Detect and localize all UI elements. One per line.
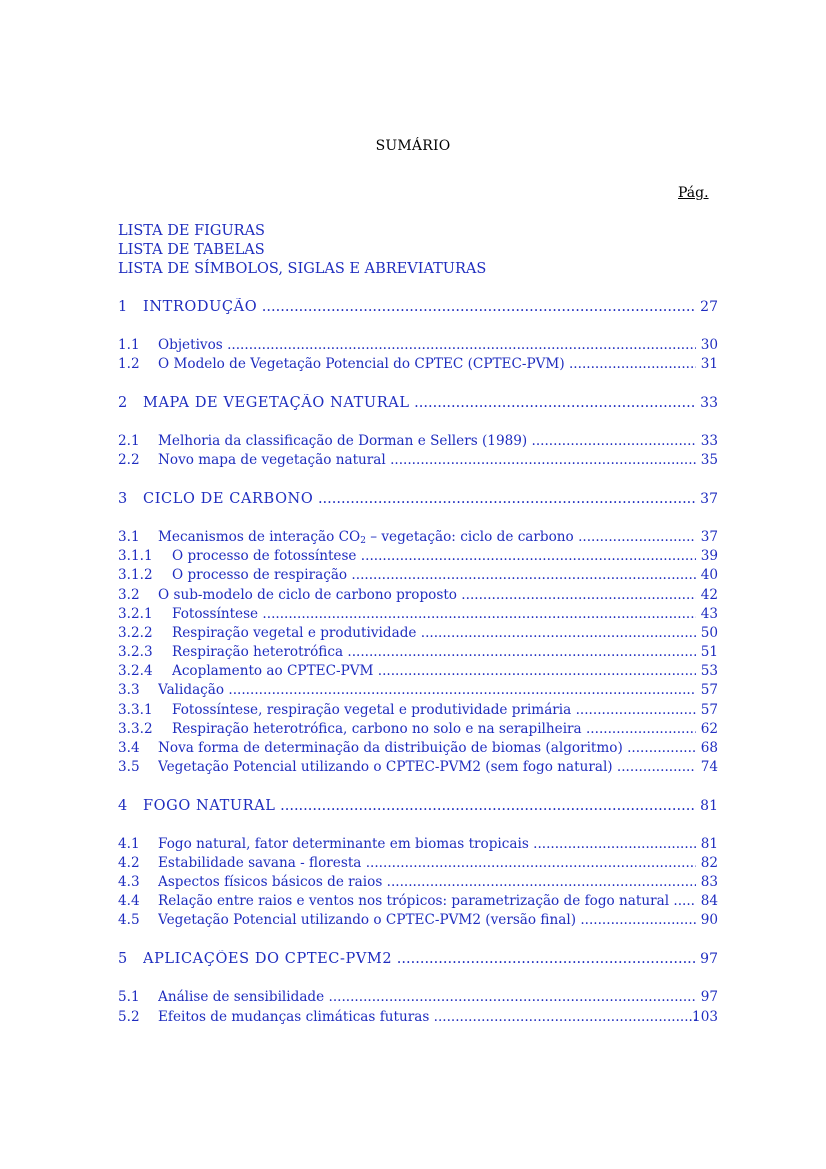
- entry-number: 3.4: [118, 740, 140, 756]
- entry-page: 39: [700, 548, 718, 564]
- entry-page: 42: [700, 587, 718, 603]
- co2-subscript: 2: [360, 536, 366, 546]
- entry-number: 2: [118, 395, 128, 411]
- entry-title: MAPA DE VEGETAÇÃO NATURAL .....: [143, 394, 696, 413]
- toc-entry-4-4[interactable]: [118, 892, 718, 911]
- entry-number: 1: [118, 299, 128, 315]
- toc-entry-5-2[interactable]: [118, 1008, 718, 1027]
- entry-page: 82: [700, 855, 718, 871]
- entry-number: 3.2.4: [118, 663, 153, 679]
- toc-entry-3-2[interactable]: [118, 586, 718, 605]
- entry-title: Fogo natural, fator determinante em biomas tropicais .....: [158, 835, 696, 854]
- entry-page: 57: [700, 702, 718, 718]
- entry-title: Estabilidade savana - floresta .....: [158, 854, 696, 873]
- entry-page: 81: [700, 798, 718, 814]
- entry-page: 37: [700, 491, 718, 507]
- entry-number: 3.1: [118, 529, 140, 545]
- entry-number: 3.2: [118, 587, 140, 603]
- entry-title-part: – vegetação: ciclo de carbono: [365, 529, 574, 545]
- entry-number: 4.2: [118, 855, 140, 871]
- entry-title: Objetivos .....: [158, 336, 696, 355]
- entry-title: CICLO DE CARBONO .....: [143, 490, 696, 509]
- entry-title: FOGO NATURAL .....: [143, 797, 696, 816]
- entry-number: 3.2.3: [118, 644, 153, 660]
- entry-page: 27: [700, 299, 718, 315]
- entry-number: 4.3: [118, 874, 140, 890]
- toc-entry-1-2[interactable]: [118, 355, 718, 374]
- entry-number: 3.1.1: [118, 548, 153, 564]
- entry-number: 1.2: [118, 356, 140, 372]
- entry-title: Vegetação Potencial utilizando o CPTEC-PVM2 (sem fogo natural) .....: [158, 758, 696, 777]
- entry-title: Relação entre raios e ventos nos trópicos: parametrização de fogo natural .....: [158, 892, 696, 911]
- page-column-label: Pág.: [678, 185, 709, 201]
- entry-page: 50: [700, 625, 718, 641]
- toc-entry-3-2-3[interactable]: [118, 643, 718, 662]
- toc-entry-5-1[interactable]: [118, 988, 718, 1007]
- entry-number: 5: [118, 951, 128, 967]
- entry-title: [158, 528, 696, 547]
- entry-page: 62: [700, 721, 718, 737]
- toc-entry-2-1[interactable]: [118, 432, 718, 451]
- toc-entry-3-2-2[interactable]: [118, 624, 718, 643]
- entry-number: 4.1: [118, 836, 140, 852]
- entry-number: 2.2: [118, 452, 140, 468]
- entry-title: Análise de sensibilidade .....: [158, 988, 696, 1007]
- entry-page: 53: [700, 663, 718, 679]
- entry-title: O sub-modelo de ciclo de carbono proposto .....: [158, 586, 696, 605]
- entry-title: Respiração vegetal e produtividade .....: [172, 624, 696, 643]
- entry-page: 35: [700, 452, 718, 468]
- toc-entry-3-3-2[interactable]: [118, 720, 718, 739]
- toc-entry-3-1-2[interactable]: [118, 566, 718, 585]
- toc-entry-5[interactable]: [118, 950, 718, 969]
- toc-entry-3-3[interactable]: [118, 681, 718, 700]
- entry-number: 3.3.1: [118, 702, 153, 718]
- toc-entry-3-1[interactable]: [118, 528, 718, 547]
- entry-number: 4.5: [118, 912, 140, 928]
- entry-number: 3: [118, 491, 128, 507]
- entry-page: 90: [700, 912, 718, 928]
- entry-title: INTRODUÇÃO .....: [143, 298, 696, 317]
- entry-title: Nova forma de determinação da distribuição de biomas (algoritmo) .....: [158, 739, 696, 758]
- entry-page: 68: [700, 740, 718, 756]
- entry-title: Vegetação Potencial utilizando o CPTEC-PVM2 (versão final) .....: [158, 911, 696, 930]
- entry-title: Respiração heterotrófica, carbono no solo e na serapilheira .....: [172, 720, 696, 739]
- entry-title: Fotossíntese, respiração vegetal e produtividade primária .....: [172, 701, 696, 720]
- toc-entry-1[interactable]: [118, 298, 718, 317]
- entry-number: 4.4: [118, 893, 140, 909]
- entry-page: 51: [700, 644, 718, 660]
- entry-page: 30: [700, 337, 718, 353]
- toc-entry-3-2-4[interactable]: [118, 662, 718, 681]
- entry-number: 5.1: [118, 989, 140, 1005]
- entry-number: 3.2.2: [118, 625, 153, 641]
- entry-page: 97: [700, 989, 718, 1005]
- page-title: SUMÁRIO: [375, 138, 451, 154]
- entry-page: 43: [700, 606, 718, 622]
- entry-page: 33: [700, 433, 718, 449]
- entry-title-part: Mecanismos de interação CO: [158, 529, 361, 545]
- entry-page: 37: [700, 529, 718, 545]
- toc-entry-4-1[interactable]: [118, 835, 718, 854]
- toc-entry-4-3[interactable]: [118, 873, 718, 892]
- toc-entry-2-2[interactable]: [118, 451, 718, 470]
- toc-entry-4[interactable]: [118, 797, 718, 816]
- entry-number: 5.2: [118, 1009, 140, 1025]
- entry-title: Validação .....: [158, 681, 696, 700]
- entry-number: 3.3.2: [118, 721, 153, 737]
- toc-entry-3-4[interactable]: [118, 739, 718, 758]
- entry-page: 40: [700, 567, 718, 583]
- entry-title: Efeitos de mudanças climáticas futuras .....: [158, 1008, 696, 1027]
- entry-title: O processo de fotossíntese .....: [172, 547, 696, 566]
- entry-page: 83: [700, 874, 718, 890]
- entry-number: 4: [118, 798, 128, 814]
- entry-page: 57: [700, 682, 718, 698]
- entry-title: O Modelo de Vegetação Potencial do CPTEC (CPTEC-PVM) .....: [158, 355, 696, 374]
- entry-page: 97: [700, 951, 718, 967]
- entry-page: 81: [700, 836, 718, 852]
- toc-entry-3[interactable]: [118, 490, 718, 509]
- toc-entry-3-2-1[interactable]: [118, 605, 718, 624]
- entry-number: 3.1.2: [118, 567, 153, 583]
- entry-page: 33: [700, 395, 718, 411]
- entry-title: Respiração heterotrófica .....: [172, 643, 696, 662]
- entry-number: 2.1: [118, 433, 140, 449]
- list-of-symbols-link[interactable]: LISTA DE SÍMBOLOS, SIGLAS E ABREVIATURAS: [118, 261, 487, 277]
- entry-title: APLICAÇÕES DO CPTEC-PVM2 .....: [143, 950, 696, 969]
- entry-number: 3.5: [118, 759, 140, 775]
- entry-title: Fotossíntese .....: [172, 605, 696, 624]
- list-of-tables-link[interactable]: LISTA DE TABELAS: [118, 242, 265, 258]
- front-matter-lists: [118, 222, 486, 279]
- entry-title: Melhoria da classificação de Dorman e Sellers (1989) .....: [158, 432, 696, 451]
- entry-title: Novo mapa de vegetação natural .....: [158, 451, 696, 470]
- toc-entry-4-2[interactable]: [118, 854, 718, 873]
- entry-title: Aspectos físicos básicos de raios .....: [158, 873, 696, 892]
- list-of-figures-link[interactable]: LISTA DE FIGURAS: [118, 223, 265, 239]
- toc-entry-3-5[interactable]: [118, 758, 718, 777]
- entry-title: O processo de respiração .....: [172, 566, 696, 585]
- entry-page: 84: [700, 893, 718, 909]
- toc-entry-3-1-1[interactable]: [118, 547, 718, 566]
- entry-number: 3.3: [118, 682, 140, 698]
- toc-entry-3-3-1[interactable]: [118, 701, 718, 720]
- entry-number: 1.1: [118, 337, 140, 353]
- entry-page: 74: [700, 759, 718, 775]
- entry-title: Acoplamento ao CPTEC-PVM .....: [172, 662, 696, 681]
- toc-entry-2[interactable]: [118, 394, 718, 413]
- entry-page: 31: [700, 356, 718, 372]
- toc-entry-4-5[interactable]: [118, 911, 718, 930]
- entry-number: 3.2.1: [118, 606, 153, 622]
- entry-page: 103: [692, 1009, 718, 1025]
- toc-entry-1-1[interactable]: [118, 336, 718, 355]
